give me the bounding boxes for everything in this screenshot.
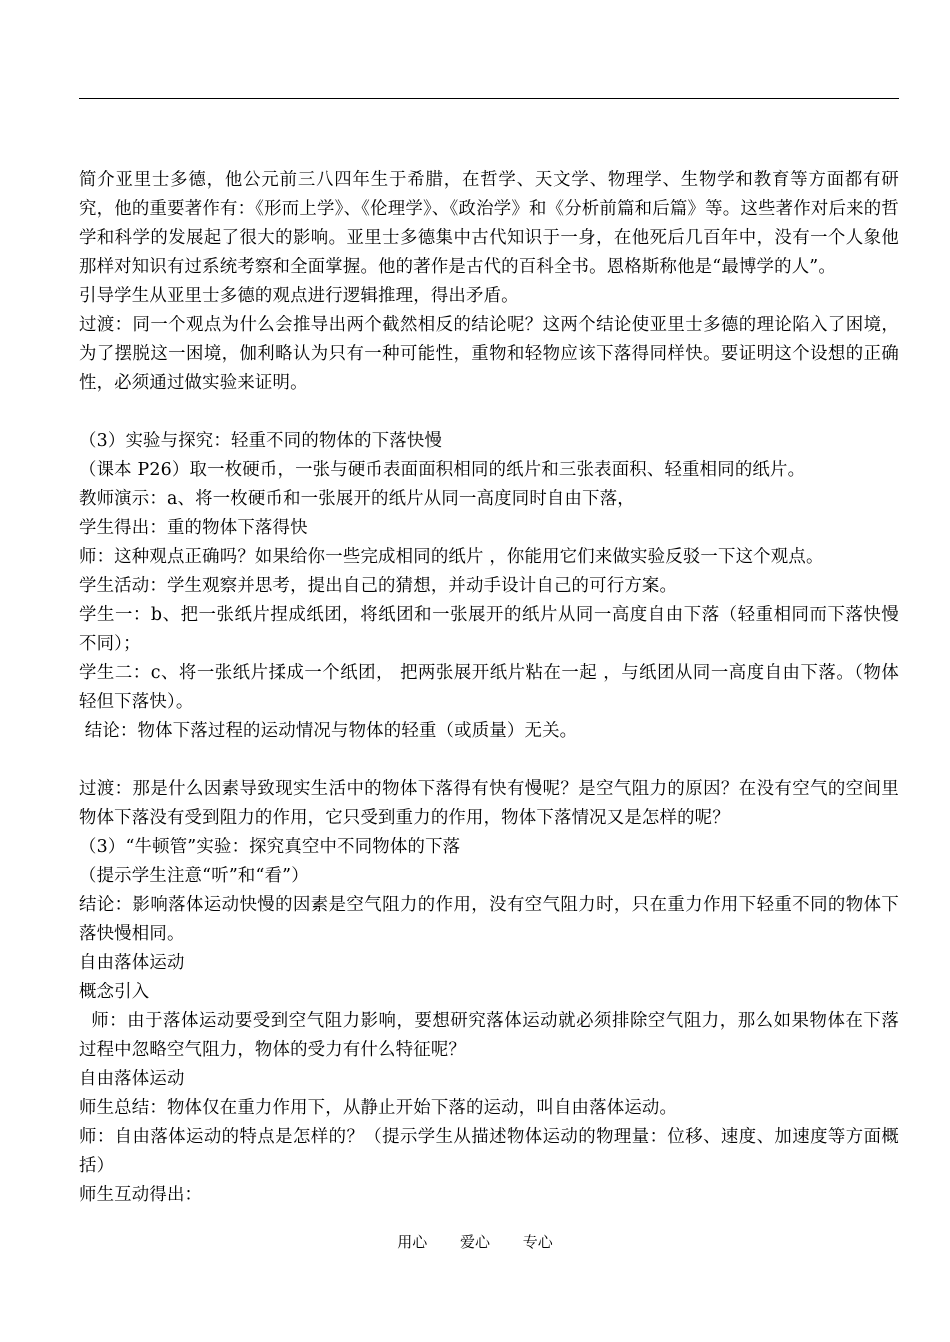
paragraph-student-activity: 学生活动：学生观察并思考，提出自己的猜想，并动手设计自己的可行方案。 (79, 576, 678, 596)
paragraph-characteristics-question: 师：自由落体运动的特点是怎样的？（提示学生从描述物体运动的物理量：位移、速度、加速度等方面概括） (79, 1127, 899, 1176)
paragraph-transition-2: 过渡：那是什么因素导致现实生活中的物体下落得有快有慢呢？是空气阻力的原因？在没有空气的空间里物体下落没有受到阻力的作用，它只受到重力的作用，物体下落情况又是怎样的呢？ (79, 779, 899, 828)
paragraph-free-fall-subtitle: 自由落体运动 (79, 1069, 185, 1089)
paragraph-teacher-question: 师：这种观点正确吗？如果给你一些完成相同的纸片 ，你能用它们来做实验反驳一下这个观点。 (79, 547, 824, 567)
paragraph-conclusion-2: 结论：影响落体运动快慢的因素是空气阻力的作用，没有空气阻力时，只在重力作用下轻重不同的物体下落快慢相同。 (79, 895, 899, 944)
paragraph-student-conclusion: 学生得出：重的物体下落得快 (79, 518, 308, 538)
paragraph-conclusion-1: 结论：物体下落过程的运动情况与物体的轻重（或质量）无关。 (79, 721, 578, 741)
blank-line (79, 746, 899, 775)
paragraph-experiment-heading: （3）实验与探究：轻重不同的物体的下落快慢 (79, 431, 443, 451)
paragraph-definition: 师生总结：物体仅在重力作用下，从静止开始下落的运动，叫自由落体运动。 (79, 1098, 678, 1118)
footer-word: 爱心 (459, 1233, 490, 1251)
page-footer (0, 1232, 950, 1252)
footer-word: 专心 (522, 1233, 553, 1251)
footer-word: 用心 (397, 1233, 428, 1251)
paragraph-teacher-air-resistance: 师：由于落体运动要受到空气阻力影响，要想研究落体运动就必须排除空气阻力，那么如果物体在下落过程中忽略空气阻力，物体的受力有什么特征呢？ (79, 1011, 899, 1060)
paragraph-logic-reasoning: 引导学生从亚里士多德的观点进行逻辑推理，得出矛盾。 (79, 286, 519, 306)
paragraph-aristotle-intro: 简介亚里士多德，他公元前三八四年生于希腊，在哲学、天文学、物理学、生物学和教育等方面都有研究，他的重要著作有：《形而上学》、《伦理学》、《政治学》和《分析前篇和后篇》等。这些著作对后来的哲学和科学的发展起了很大的影响。亚里士多德集中古代知识于一身，在他死后几百年中，没有一个人象他那样对知识有过系统考察和全面掌握。他的著作是古代的百科全书。恩格斯称他是“最博学的人”。 (79, 170, 899, 277)
paragraph-student-one: 学生一：b、把一张纸片捏成纸团，将纸团和一张展开的纸片从同一高度自由下落（轻重相同而下落快慢不同）； (79, 605, 899, 654)
paragraph-concept-intro: 概念引入 (79, 982, 150, 1002)
paragraph-newton-tube-heading: （3）“牛顿管”实验：探究真空中不同物体的下落 (79, 837, 461, 857)
document-body (79, 166, 899, 1210)
paragraph-student-two: 学生二：c、将一张纸片揉成一个纸团， 把两张展开纸片粘在一起 ，与纸团从同一高度自由下落。（物体轻但下落快）。 (79, 663, 899, 712)
paragraph-teacher-demo: 教师演示：a、将一枚硬币和一张展开的纸片从同一高度同时自由下落， (79, 489, 635, 509)
paragraph-textbook-materials: （课本 P26）取一枚硬币，一张与硬币表面面积相同的纸片和三张表面积、轻重相同的纸片。 (79, 460, 806, 480)
blank-line (79, 398, 899, 427)
header-rule (79, 98, 899, 99)
paragraph-transition-1: 过渡：同一个观点为什么会推导出两个截然相反的结论呢？这两个结论使亚里士多德的理论陷入了困境，为了摆脱这一困境，伽利略认为只有一种可能性，重物和轻物应该下落得同样快。要证明这个设想的正确性，必须通过做实验来证明。 (79, 315, 899, 393)
paragraph-free-fall-title: 自由落体运动 (79, 953, 185, 973)
paragraph-interaction: 师生互动得出： (79, 1185, 203, 1205)
paragraph-listen-look-hint: （提示学生注意“听”和“看”） (79, 866, 309, 886)
